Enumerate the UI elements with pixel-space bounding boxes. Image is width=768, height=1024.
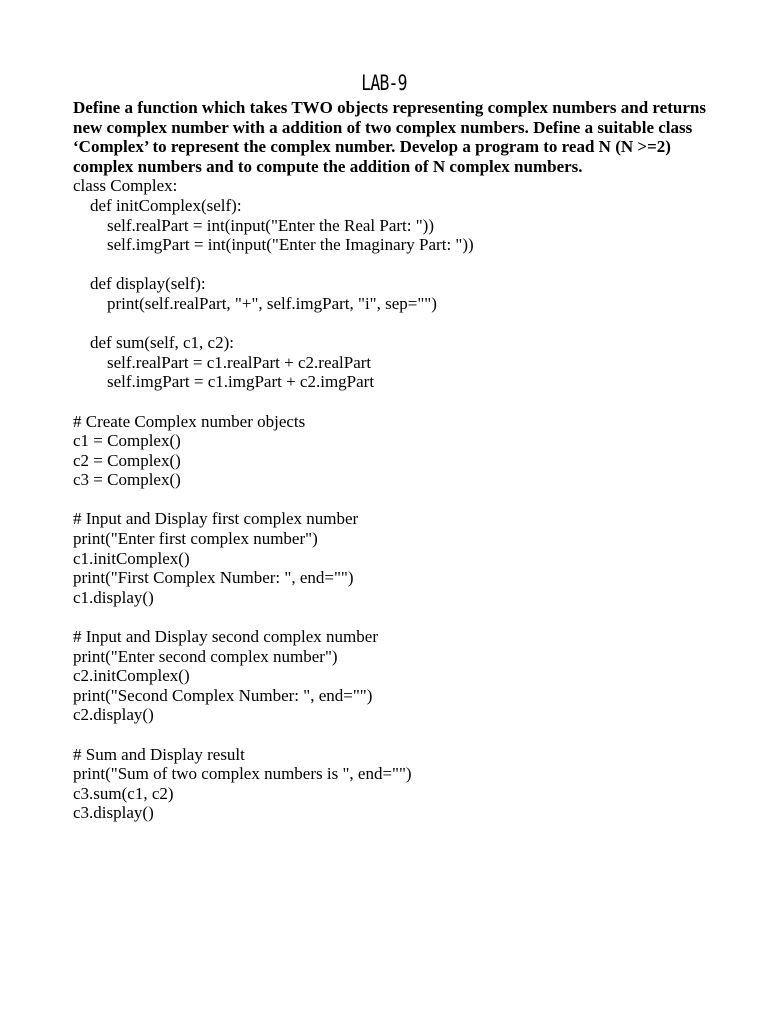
code-line: c1 = Complex() [73,431,181,451]
code-line: def sum(self, c1, c2): [73,333,234,353]
problem-statement: Define a function which takes TWO objects representing complex numbers and returns new complex number with a addition of two complex numbers. Define a suitable class ‘Complex’ to represent the complex number. Develop a program to read N (N >=2) complex numbers and to compute the addition of N complex numbers. [73,98,706,176]
code-line: # Sum and Display result [73,744,245,764]
code-line: c2 = Complex() [73,450,181,470]
code-line: print("First Complex Number: ", end="") [73,568,354,588]
code-line: def initComplex(self): [73,195,242,215]
page-title: LAB-9 [361,71,407,95]
code-line [73,490,713,510]
code-line [73,314,713,334]
code-line: # Input and Display first complex number [73,509,359,529]
code-line: c3 = Complex() [73,470,181,490]
code-listing [73,176,713,823]
code-line: self.realPart = int(input("Enter the Real Part: ")) [73,215,435,235]
code-line: c1.initComplex() [73,548,190,568]
code-line: self.imgPart = int(input("Enter the Imaginary Part: ")) [73,235,474,255]
code-line: c3.sum(c1, c2) [73,783,174,803]
code-line [73,607,713,627]
code-line: c2.initComplex() [73,666,190,686]
code-line: print("Second Complex Number: ", end="") [73,685,373,705]
code-line: c3.display() [73,803,154,823]
code-line: print("Enter second complex number") [73,646,338,666]
code-line: def display(self): [73,274,206,294]
code-line: self.imgPart = c1.imgPart + c2.imgPart [73,372,375,392]
code-line: self.realPart = c1.realPart + c2.realPart [73,352,372,372]
code-line [73,392,713,412]
code-line: # Create Complex number objects [73,411,306,431]
code-line [73,725,713,745]
code-line: print(self.realPart, "+", self.imgPart, "i", sep="") [73,293,437,313]
code-line: c2.display() [73,705,154,725]
code-line: print("Enter first complex number") [73,529,318,549]
document-body [73,98,713,823]
code-line: class Complex: [73,176,178,196]
code-line [73,255,713,275]
code-line: c1.display() [73,587,154,607]
code-line: print("Sum of two complex numbers is ", end="") [73,764,412,784]
code-line: # Input and Display second complex number [73,627,378,647]
